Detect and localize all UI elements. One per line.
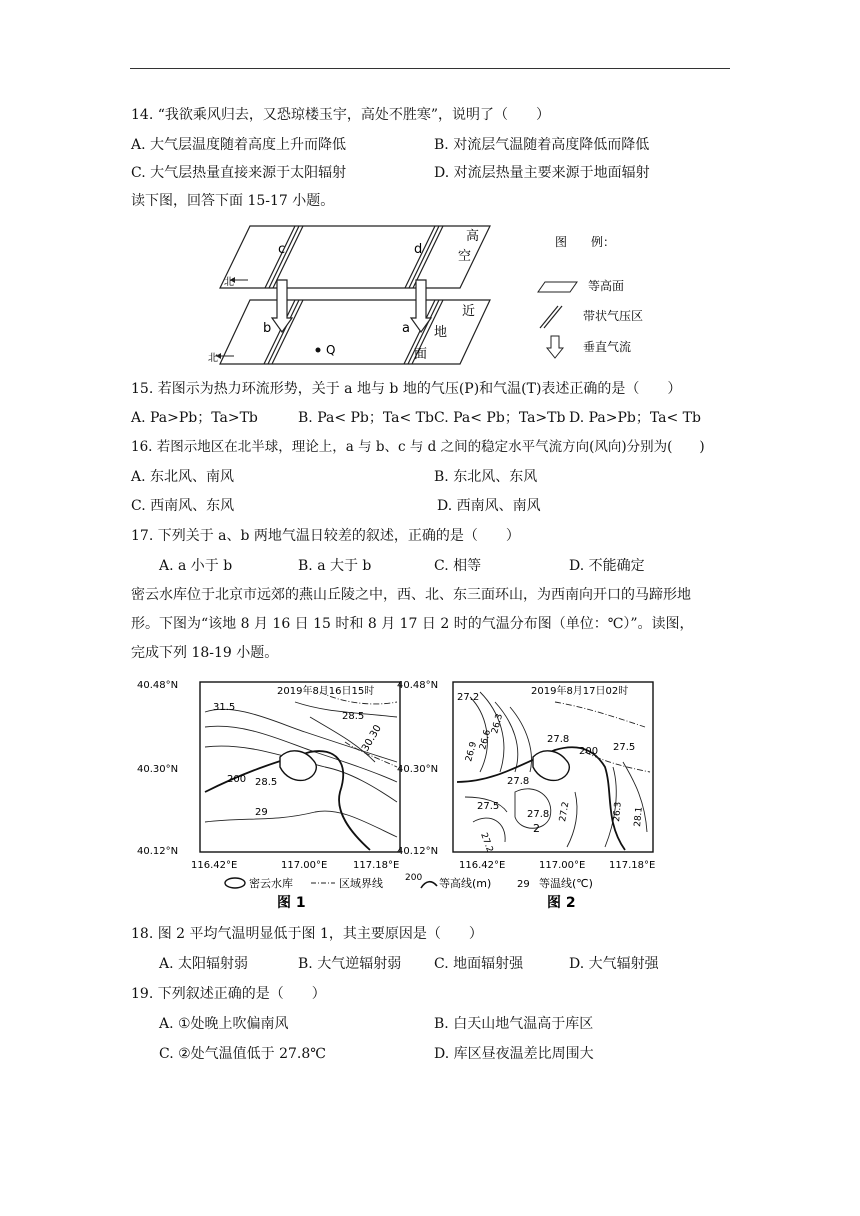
q18-option-c[interactable]: C. 地面辐射强 bbox=[434, 956, 524, 972]
legend-reservoir: 密云水库 bbox=[249, 877, 293, 890]
q18-option-a[interactable]: A. 太阳辐射弱 bbox=[159, 956, 249, 972]
q14-option-b[interactable]: B. 对流层气温随着高度降低而降低 bbox=[434, 137, 650, 153]
q18-stem: 18. 图 2 平均气温明显低于图 1，其主要原因是（ ） bbox=[131, 926, 483, 942]
map2-isotherm-278-left: 27.8 bbox=[507, 776, 530, 787]
q17-option-c[interactable]: C. 相等 bbox=[434, 558, 482, 574]
map1-contour-200: 200 bbox=[227, 774, 247, 785]
q19-option-b[interactable]: B. 白天山地气温高于库区 bbox=[434, 1016, 594, 1032]
q19-option-c[interactable]: C. ②处气温值低于 27.8℃ bbox=[159, 1046, 326, 1062]
legend-isobaric: 等高面 bbox=[588, 279, 625, 293]
map2-caption: 图 2 bbox=[547, 895, 576, 911]
q16-option-b[interactable]: B. 东北风、东风 bbox=[434, 469, 538, 485]
map1-caption: 图 1 bbox=[277, 895, 306, 911]
map2-title: 2019年8月17日02时 bbox=[531, 686, 629, 697]
label-b: b bbox=[263, 321, 272, 336]
map2-lat-top: 40.48°N bbox=[397, 680, 439, 691]
q17-option-d[interactable]: D. 不能确定 bbox=[569, 558, 645, 574]
label-near-1: 近 bbox=[462, 304, 476, 319]
map2-lon-2: 117.00°E bbox=[539, 860, 586, 871]
label-c: c bbox=[278, 242, 286, 257]
legend-isotherm: 等温线(℃) bbox=[539, 877, 593, 890]
q19-option-a[interactable]: A. ①处晚上吹偏南风 bbox=[159, 1016, 289, 1032]
map2-isotherm-272-mid: 27.2 bbox=[558, 801, 572, 823]
map2-lon-3: 117.18°E bbox=[609, 860, 656, 871]
legend-vertical-flow: 垂直气流 bbox=[583, 340, 632, 354]
header-rule bbox=[130, 68, 730, 69]
q15-option-b[interactable]: B. Pa< Pb；Ta< Tb bbox=[298, 410, 434, 426]
map1-isotherm-285-mid: 28.5 bbox=[255, 777, 278, 788]
map1-lon-1: 116.42°E bbox=[191, 860, 238, 871]
map1-isotherm-3030: 30.30 bbox=[360, 723, 384, 754]
q19-stem: 19. 下列叙述正确的是（ ） bbox=[131, 986, 326, 1002]
legend-title: 图 例： bbox=[555, 235, 616, 249]
temperature-maps-figure bbox=[135, 672, 665, 912]
legend-contour-value: 200 bbox=[405, 873, 423, 883]
q14-option-c[interactable]: C. 大气层热量直接来源于太阳辐射 bbox=[131, 165, 347, 181]
q16-option-d[interactable]: D. 西南风、南风 bbox=[437, 498, 541, 514]
map2-marker-2: 2 bbox=[533, 822, 540, 835]
q15-stem: 15. 若图示为热力环流形势，关于 a 地与 b 地的气压(P)和气温(T)表述正确的是（ ） bbox=[131, 381, 682, 397]
thermal-circulation-figure bbox=[200, 218, 670, 370]
q15-option-c[interactable]: C. Pa< Pb；Ta>Tb bbox=[434, 410, 566, 426]
map2-contour-200: 200 bbox=[579, 746, 599, 757]
label-high-2: 空 bbox=[458, 249, 472, 264]
map1-isotherm-315: 31.5 bbox=[213, 702, 236, 713]
label-d: d bbox=[414, 242, 423, 257]
map2-isotherm-269: 26.9 bbox=[464, 740, 480, 763]
label-q: Q bbox=[326, 343, 336, 357]
intro-18-line-3: 完成下列 18-19 小题。 bbox=[131, 645, 279, 661]
intro-18-line-1: 密云水库位于北京市远郊的燕山丘陵之中，西、北、东三面环山，为西南向开口的马蹄形地 bbox=[131, 587, 691, 603]
intro-15-17: 读下图，回答下面 15-17 小题。 bbox=[131, 193, 335, 209]
q17-stem: 17. 下列关于 a、b 两地气温日较差的叙述，正确的是（ ） bbox=[131, 528, 520, 544]
q18-option-d[interactable]: D. 大气辐射强 bbox=[569, 956, 659, 972]
map1-lon-3: 117.18°E bbox=[353, 860, 400, 871]
map2-isotherm-263-right: 26.3 bbox=[612, 801, 624, 823]
map2-isotherm-272-top: 27.2 bbox=[457, 692, 480, 703]
map2-isotherm-263: 26.3 bbox=[490, 712, 506, 735]
map2-isotherm-272-bottom: 27.2 bbox=[478, 831, 495, 854]
map2-lat-bottom: 40.12°N bbox=[397, 846, 439, 857]
map2-isotherm-275-left: 27.5 bbox=[477, 801, 500, 812]
map1-lon-2: 117.00°E bbox=[281, 860, 328, 871]
map2-lat-mid: 40.30°N bbox=[397, 764, 439, 775]
map1-lat-top: 40.48°N bbox=[137, 680, 179, 691]
legend-contour: 等高线(m) bbox=[439, 877, 492, 890]
map2-isotherm-278-bottom: 27.8 bbox=[527, 809, 550, 820]
map2-isotherm-281: 28.1 bbox=[633, 806, 645, 828]
q17-option-b[interactable]: B. a 大于 b bbox=[298, 558, 372, 574]
q15-option-d[interactable]: D. Pa>Pb；Ta< Tb bbox=[569, 410, 701, 426]
map1-isotherm-285-top: 28.5 bbox=[342, 711, 365, 722]
legend-pressure-belt: 带状气压区 bbox=[583, 309, 644, 323]
q15-option-a[interactable]: A. Pa>Pb；Ta>Tb bbox=[131, 410, 258, 426]
q18-option-b[interactable]: B. 大气逆辐射弱 bbox=[298, 956, 402, 972]
label-high-1: 高 bbox=[466, 229, 480, 244]
map2-isotherm-278-top: 27.8 bbox=[547, 734, 570, 745]
q19-option-d[interactable]: D. 库区昼夜温差比周围大 bbox=[434, 1046, 594, 1062]
map1-isotherm-29: 29 bbox=[255, 807, 268, 818]
label-north-bottom: 北 bbox=[208, 353, 218, 364]
label-near-2: 地 bbox=[434, 325, 448, 340]
legend-boundary: 区域界线 bbox=[339, 877, 383, 890]
map2-lon-1: 116.42°E bbox=[459, 860, 506, 871]
map2-isotherm-275-right: 27.5 bbox=[613, 742, 636, 753]
intro-18-line-2: 形。下图为“该地 8 月 16 日 15 时和 8 月 17 日 2 时的气温分布图（单位：℃）”。读图， bbox=[131, 616, 694, 632]
label-near-3: 面 bbox=[414, 347, 428, 362]
legend-isotherm-value: 29 bbox=[517, 879, 530, 890]
q16-option-c[interactable]: C. 西南风、东风 bbox=[131, 498, 235, 514]
map1-lat-bottom: 40.12°N bbox=[137, 846, 179, 857]
q16-stem: 16. 若图示地区在北半球，理论上，a 与 b、c 与 d 之间的稳定水平气流方向(风向)分别为( ) bbox=[131, 439, 705, 455]
q14-option-a[interactable]: A. 大气层温度随着高度上升而降低 bbox=[131, 137, 347, 153]
map2-isotherm-266: 26.6 bbox=[478, 728, 494, 751]
q17-option-a[interactable]: A. a 小于 b bbox=[159, 558, 233, 574]
map1-lat-mid: 40.30°N bbox=[137, 764, 179, 775]
label-a: a bbox=[402, 321, 410, 336]
q14-stem: 14. “我欲乘风归去，又恐琼楼玉宇，高处不胜寒”，说明了（ ） bbox=[131, 107, 551, 123]
label-north-top: 北 bbox=[224, 277, 234, 288]
q14-option-d[interactable]: D. 对流层热量主要来源于地面辐射 bbox=[434, 165, 650, 181]
map1-title: 2019年8月16日15时 bbox=[277, 686, 375, 697]
q16-option-a[interactable]: A. 东北风、南风 bbox=[131, 469, 235, 485]
